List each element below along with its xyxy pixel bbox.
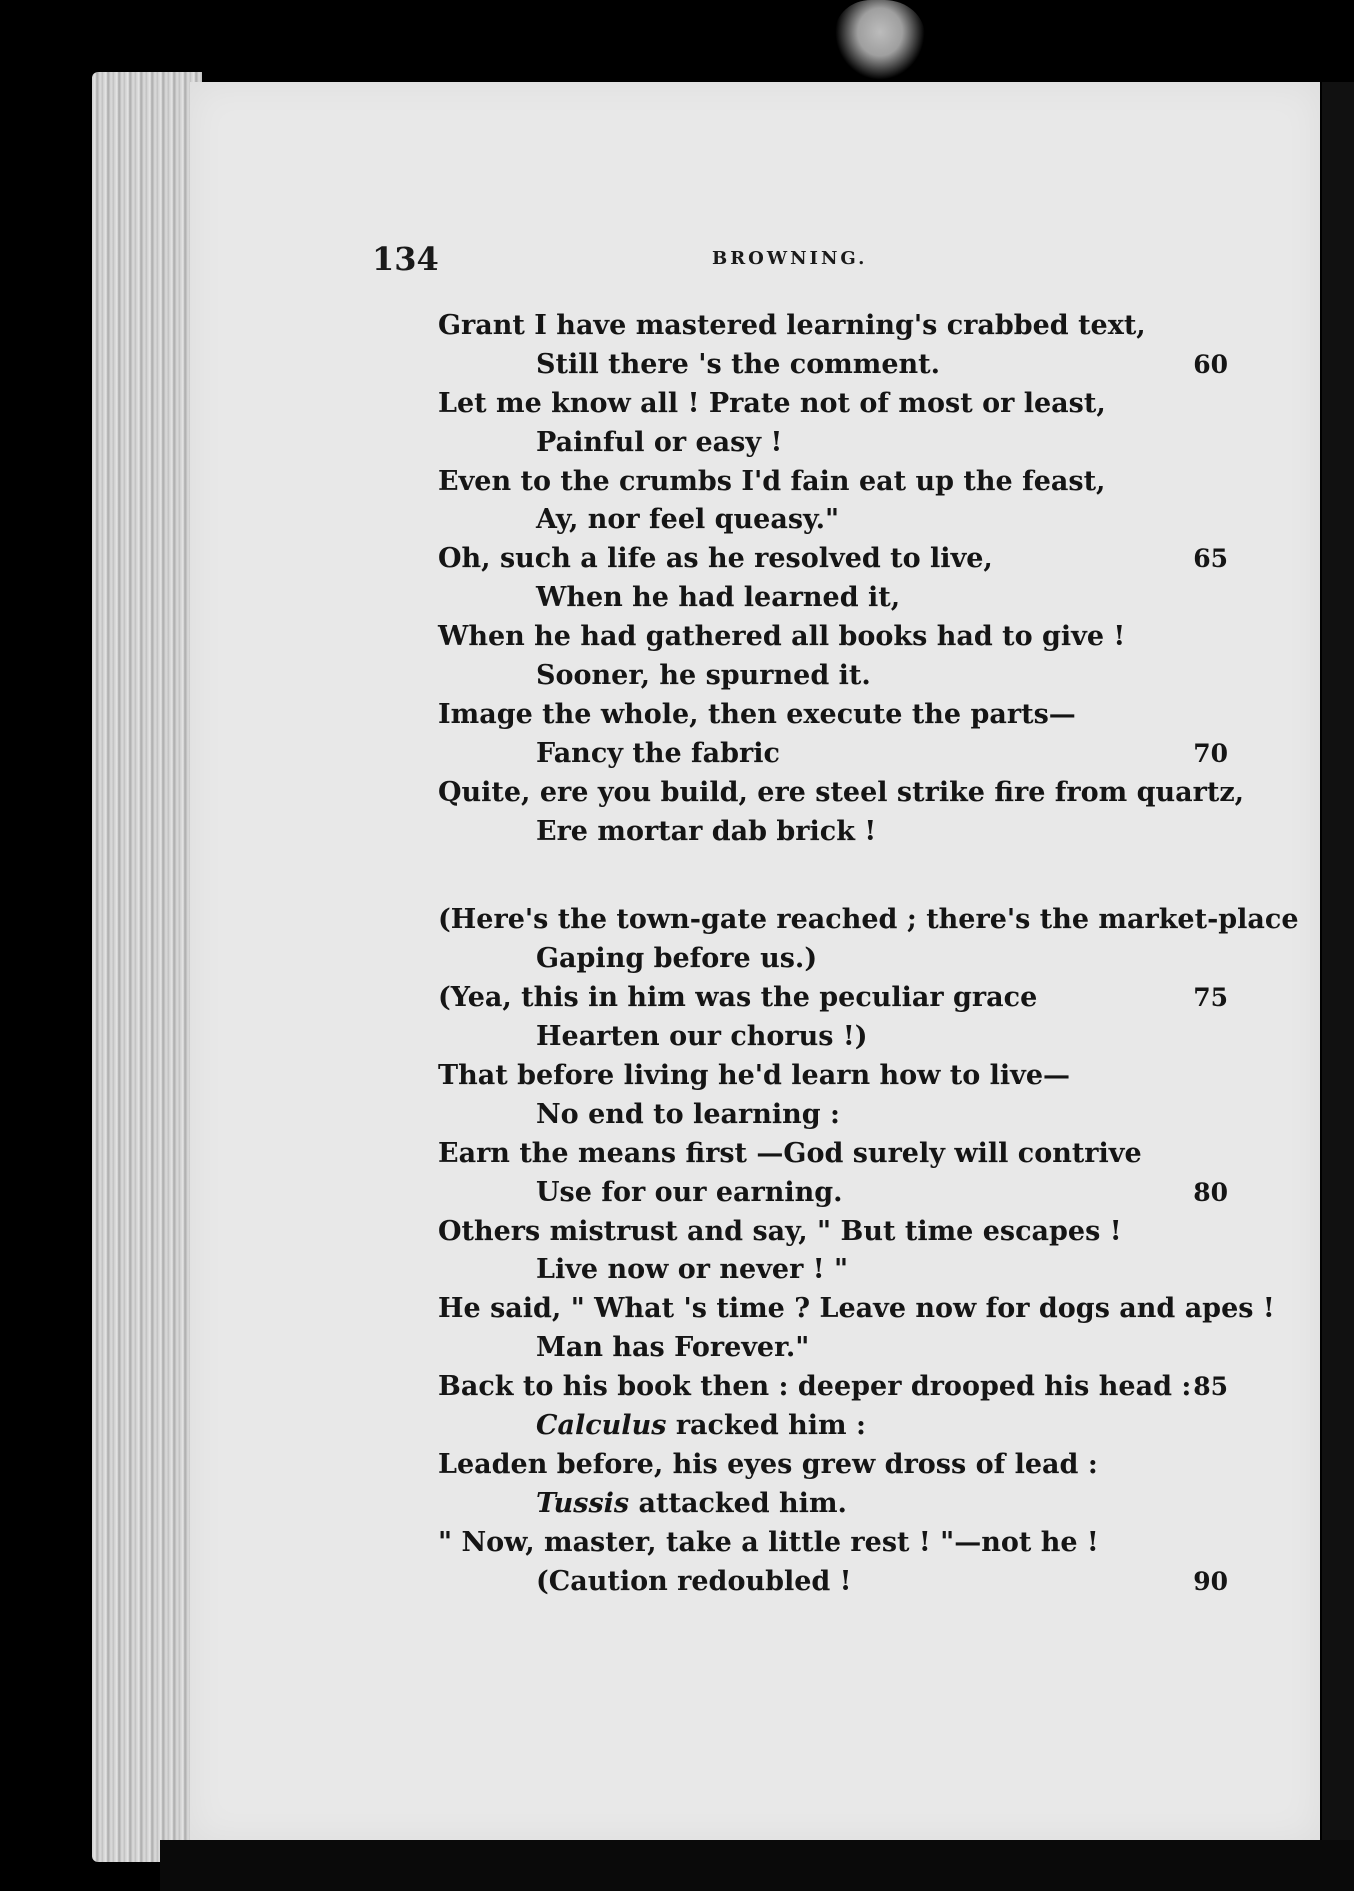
line-body: Painful or easy ! — [536, 426, 783, 458]
poem-line — [438, 1251, 1228, 1290]
line-number: 75 — [1193, 983, 1228, 1013]
line-body: When he had gathered all books had to give ! — [438, 621, 1126, 653]
italic-word: Tussis — [536, 1487, 630, 1519]
poem-line — [438, 385, 1228, 424]
poem-line-text — [536, 1254, 848, 1285]
poem-line-text — [536, 1410, 866, 1441]
line-body: Leaden before, his eyes grew dross of lead : — [438, 1448, 1098, 1480]
poem-line-text — [536, 738, 780, 769]
poem-line — [438, 1407, 1228, 1446]
poem-line — [438, 618, 1228, 657]
line-body: No end to learning : — [536, 1098, 840, 1130]
scan-artifact — [835, 0, 925, 80]
poem-line — [438, 1135, 1228, 1174]
poem-line-text — [438, 466, 1105, 497]
line-number: 65 — [1193, 544, 1228, 574]
line-body: Ay, nor feel queasy." — [536, 504, 840, 536]
line-body: Fancy the fabric — [536, 737, 780, 769]
poem-line — [438, 346, 1228, 385]
poem-line-text — [438, 621, 1125, 652]
poem-line-text — [536, 1488, 847, 1519]
poem-line — [438, 774, 1245, 813]
line-body: Earn the means first —God surely will contrive — [438, 1137, 1142, 1169]
poem-text — [438, 307, 1299, 1602]
poem-line-text — [536, 943, 817, 974]
header-title: BROWNING. — [712, 248, 868, 269]
line-body: (Here's the town-gate reached ; there's the market-place — [438, 904, 1299, 936]
poem-line — [438, 1290, 1275, 1329]
poem-line — [438, 1096, 1228, 1135]
poem-line-text — [536, 660, 871, 691]
poem-line-text — [536, 504, 839, 535]
line-body: attacked him. — [638, 1487, 847, 1519]
poem-line — [438, 1213, 1228, 1252]
poem-line-text — [438, 1293, 1275, 1324]
poem-line-text — [438, 1527, 1099, 1558]
line-body: Even to the crumbs I'd fain eat up the feast, — [438, 465, 1106, 497]
line-body: Hearten our chorus !) — [536, 1021, 868, 1053]
poem-line — [438, 1485, 1228, 1524]
poem-line-text — [438, 1216, 1122, 1247]
poem-line — [438, 579, 1228, 618]
facing-page-edge — [1322, 82, 1354, 1842]
poem-line-text — [536, 582, 900, 613]
line-number: 90 — [1193, 1566, 1228, 1596]
page-edges — [92, 72, 202, 1862]
line-body: (Yea, this in him was the peculiar grace — [438, 982, 1038, 1014]
poem-line — [438, 540, 1228, 579]
line-body: " Now, master, take a little rest ! "—not he ! — [438, 1526, 1099, 1558]
poem-line — [438, 657, 1228, 696]
poem-line-text — [438, 1449, 1098, 1480]
poem-line — [438, 1446, 1228, 1485]
line-number: 70 — [1193, 738, 1228, 768]
italic-word: Calculus — [536, 1410, 667, 1442]
poem-line — [438, 463, 1228, 502]
poem-line — [438, 1563, 1228, 1602]
line-body: Still there 's the comment. — [536, 348, 941, 380]
poem-line-text — [438, 699, 1076, 730]
stanza-break — [438, 851, 1228, 901]
line-body: He said, " What 's time ? Leave now for dogs and apes ! — [438, 1293, 1275, 1325]
line-body: (Caution redoubled ! — [536, 1565, 852, 1597]
poem-line-text — [536, 349, 940, 380]
line-number: 60 — [1193, 349, 1228, 379]
poem-line-text — [536, 1566, 852, 1597]
poem-line-text — [536, 816, 876, 847]
line-body: Man has Forever." — [536, 1332, 810, 1364]
line-body: Use for our earning. — [536, 1176, 843, 1208]
scan-bottom-margin — [160, 1840, 1354, 1891]
poem-line-text — [438, 388, 1106, 419]
line-body: Back to his book then : deeper drooped his head : — [438, 1371, 1192, 1403]
poem-line-text — [438, 310, 1146, 341]
poem-line — [438, 501, 1228, 540]
line-body: Let me know all ! Prate not of most or least, — [438, 387, 1106, 419]
poem-line — [438, 696, 1228, 735]
poem-line-text — [438, 543, 993, 574]
poem-line-text — [438, 1060, 1070, 1091]
poem-line — [438, 1329, 1228, 1368]
poem-line — [438, 1524, 1228, 1563]
poem-line-text — [536, 1332, 809, 1363]
poem-line-text — [438, 982, 1037, 1013]
page-number: 134 — [372, 240, 439, 278]
line-body: When he had learned it, — [536, 582, 901, 614]
poem-line-text — [438, 1138, 1142, 1169]
line-body: Live now or never ! " — [536, 1254, 849, 1286]
poem-line — [438, 1368, 1228, 1407]
poem-line-text — [536, 1099, 840, 1130]
poem-line — [438, 424, 1228, 463]
poem-line — [438, 813, 1228, 852]
poem-line — [438, 940, 1228, 979]
line-body: Quite, ere you build, ere steel strike fire from quartz, — [438, 776, 1245, 808]
line-body: Others mistrust and say, " But time escapes ! — [438, 1215, 1122, 1247]
poem-line — [438, 735, 1228, 774]
line-body: racked him : — [675, 1410, 866, 1442]
poem-line-text — [438, 777, 1244, 808]
poem-line-text — [536, 1021, 868, 1052]
poem-line — [438, 1057, 1228, 1096]
line-body: Image the whole, then execute the parts— — [438, 698, 1076, 730]
line-body: Grant I have mastered learning's crabbed text, — [438, 310, 1146, 341]
poem-line — [438, 901, 1299, 940]
line-body: Gaping before us.) — [536, 943, 818, 975]
poem-line-text — [536, 427, 782, 458]
line-body: That before living he'd learn how to live— — [438, 1060, 1071, 1092]
running-head — [372, 240, 1272, 280]
poem-line — [438, 307, 1228, 346]
line-number: 85 — [1193, 1372, 1228, 1402]
line-body: Sooner, he spurned it. — [536, 660, 871, 692]
line-number: 80 — [1193, 1177, 1228, 1207]
poem-line-text — [438, 1371, 1191, 1402]
poem-line — [438, 1174, 1228, 1213]
poem-line-text — [438, 904, 1299, 935]
line-body: Oh, such a life as he resolved to live, — [438, 543, 993, 575]
poem-line-text — [536, 1177, 843, 1208]
poem-line — [438, 1018, 1228, 1057]
poem-line — [438, 979, 1228, 1018]
line-body: Ere mortar dab brick ! — [536, 815, 877, 847]
